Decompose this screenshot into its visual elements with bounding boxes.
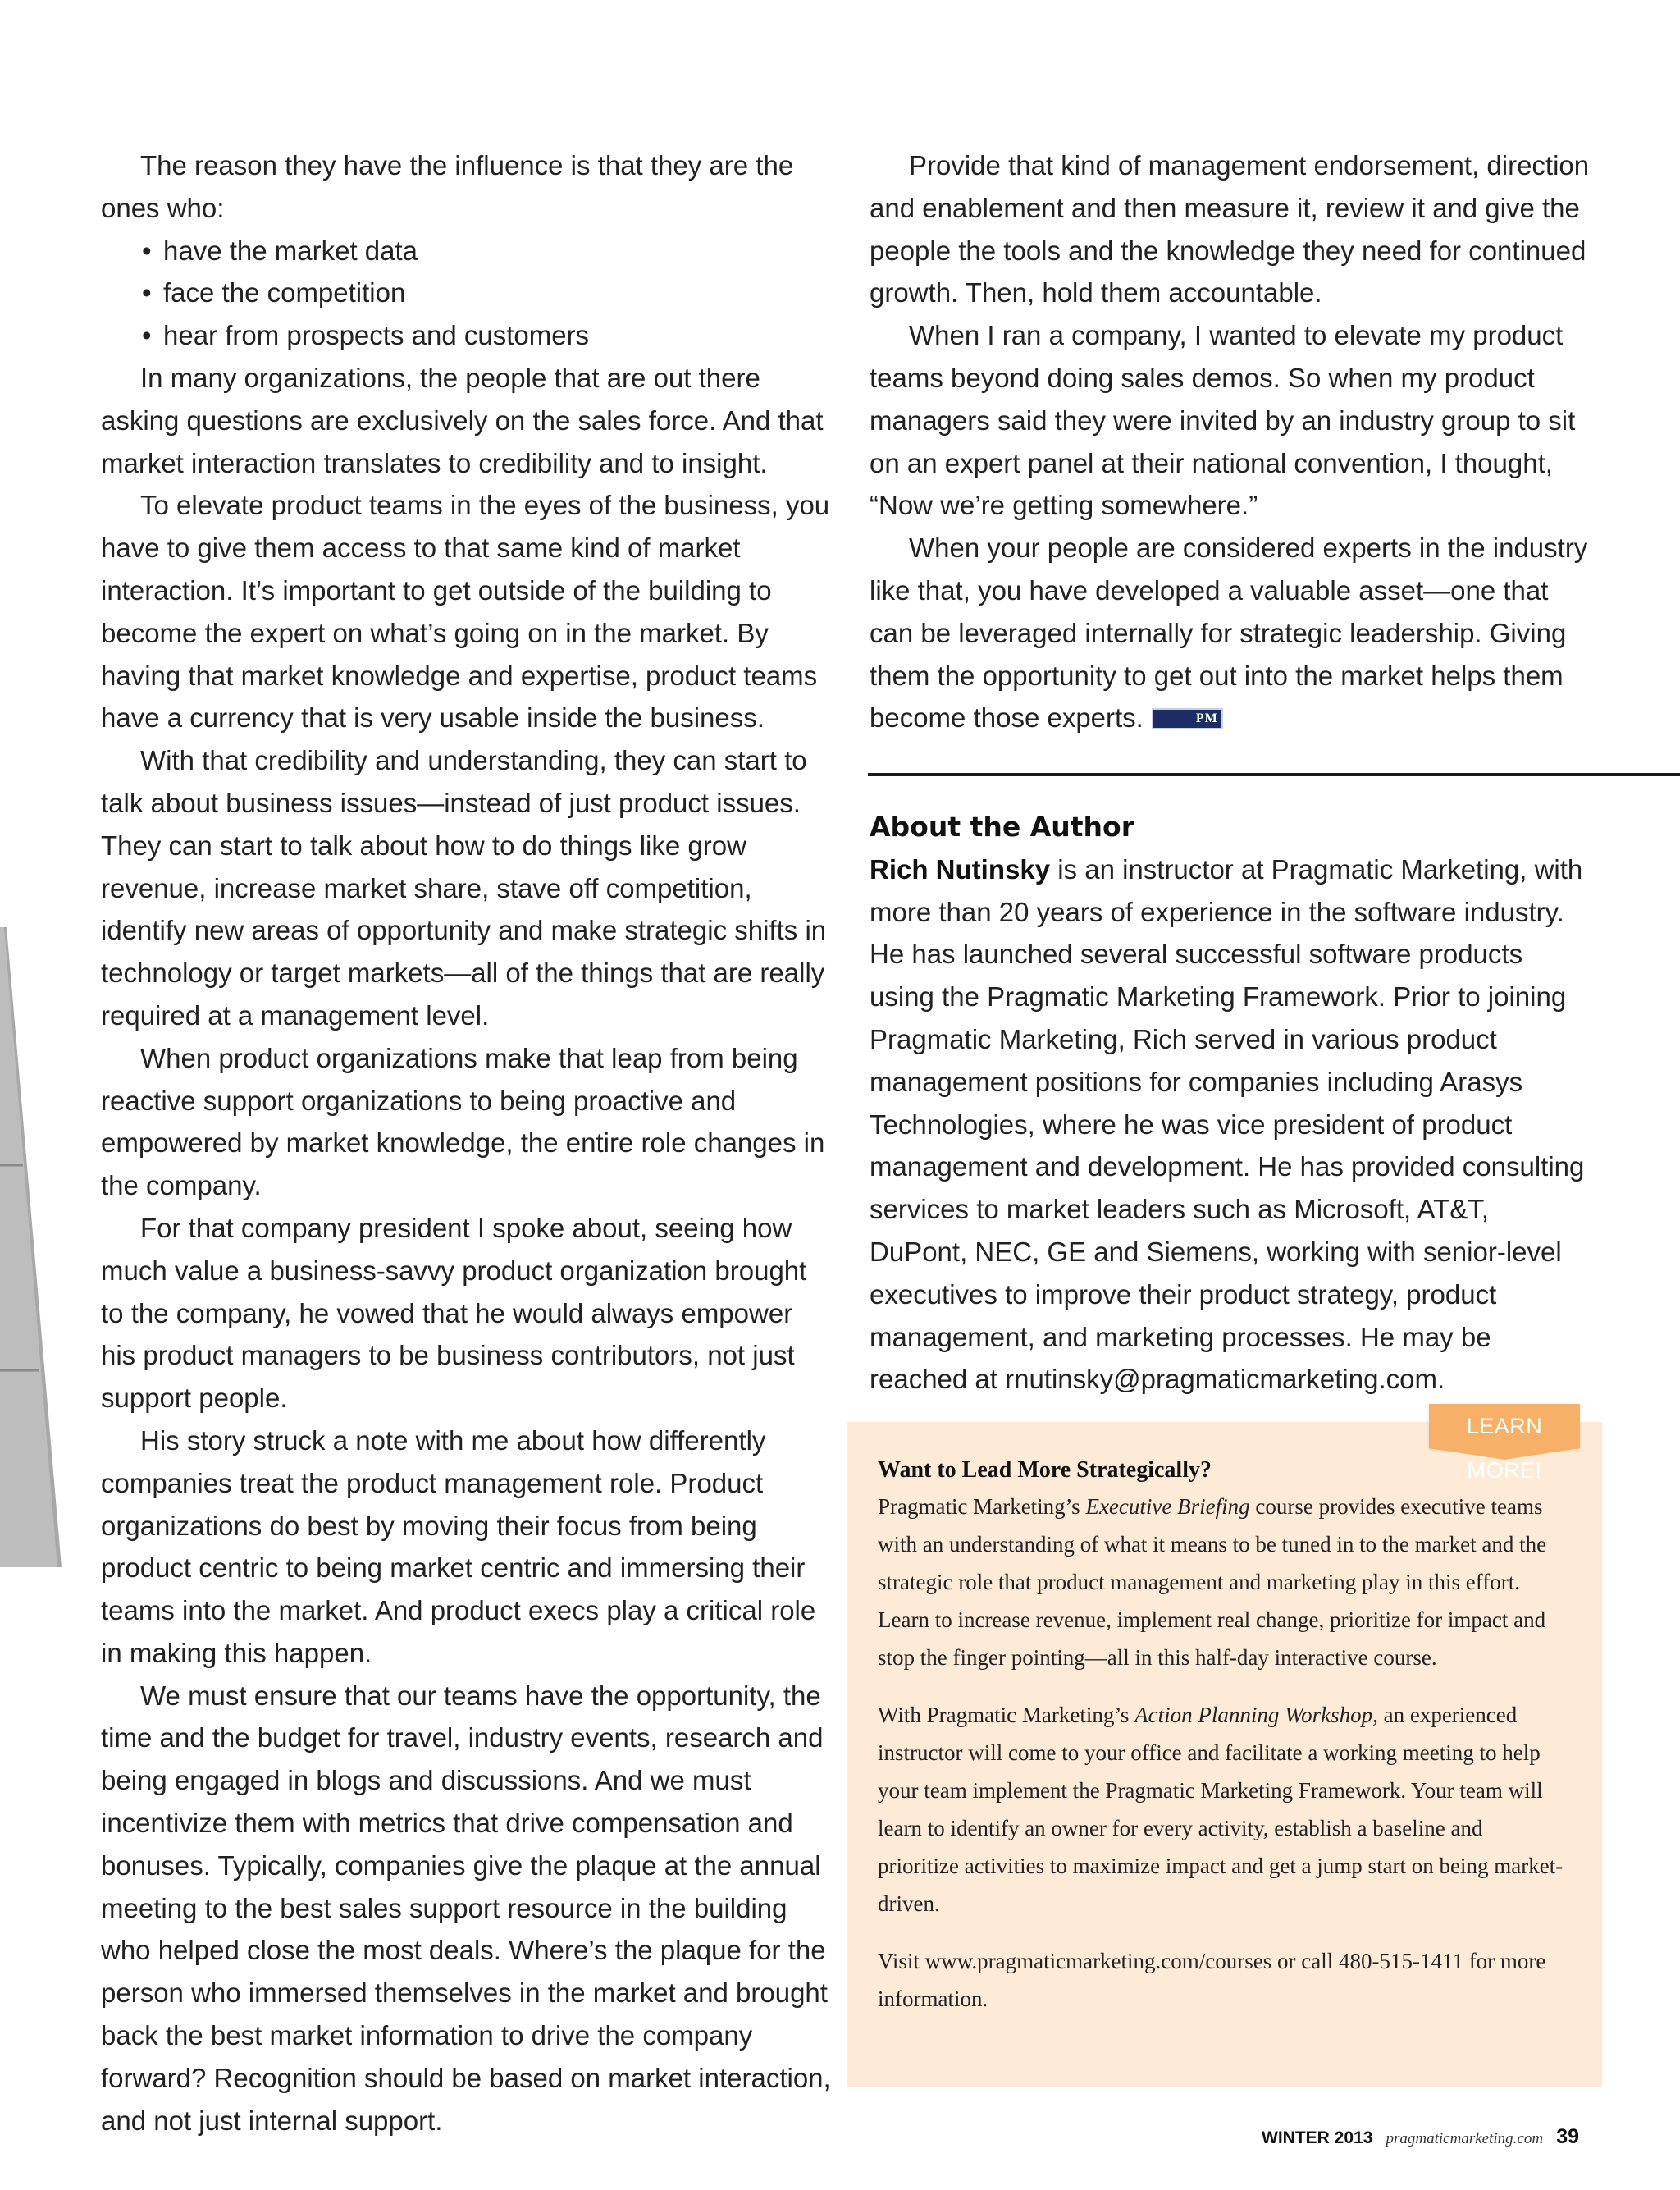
article-right-column [870, 144, 1591, 739]
course-title: Action Planning Workshop [1134, 1703, 1373, 1727]
paragraph: To elevate product teams in the eyes of the business, you have to give them access to that same kind of market interaction. It’s important to get outside of the building to become the expert on what’s going on in the market. By having that market knowledge and expertise, product teams have a currency that is very usable inside the business. [101, 490, 830, 734]
author-name: Rich Nutinsky [870, 853, 1051, 885]
paragraph: When I ran a company, I wanted to elevate my product teams beyond doing sales demos. So when my product managers said they were invited by an industry group to sit on an expert panel at their national convention, I thought, “Now we’re getting somewhere.” [870, 320, 1576, 521]
issue-label: WINTER 2013 [1262, 2128, 1373, 2147]
promo-text: With Pragmatic Marketing’s [878, 1703, 1135, 1727]
paragraph: For that company president I spoke about, seeing how much value a business-savvy product organization brought to the company, he vowed that he would always empower his product managers to be business contributors, not just support people. [101, 1212, 807, 1414]
pyramid-graphic-edge [0, 927, 90, 1567]
learn-more-badge[interactable]: LEARN MORE! [1429, 1404, 1580, 1448]
author-heading: About the Author [870, 811, 1134, 843]
pm-end-mark-icon: PM [1152, 708, 1223, 729]
about-the-author [870, 806, 1591, 1401]
paragraph [870, 527, 1591, 739]
list-item: • have the market data [142, 230, 831, 272]
paragraph: With that credibility and understanding, they can start to talk about business issues—instead of just product issues. They can start to talk about how to do things like grow revenue, increase market share, stave off competition, identify new areas of opportunity and make strategic shifts in technology or target markets—all of the things that are really required at a management level. [101, 745, 827, 1031]
course-title: Executive Briefing [1085, 1494, 1250, 1519]
paragraph: His story struck a note with me about how differently companies treat the product management role. Product organizations do best by moving their focus from being product centric to being market centric and immersing their teams into the market. And product execs play a critical role in making this happen. [101, 1424, 816, 1668]
website: pragmaticmarketing.com [1386, 2130, 1544, 2147]
promo-contact: Visit www.pragmaticmarketing.com/courses or call 480-515-1411 for more information. [878, 1949, 1546, 2011]
section-divider [868, 773, 1680, 776]
promo-heading: Want to Lead More Strategically? [878, 1457, 1212, 1483]
promo-text: Pragmatic Marketing’s [878, 1494, 1086, 1519]
paragraph: When product organizations make that leap from being reactive support organizations to being proactive and empowered by market knowledge, the entire role changes in the company. [101, 1042, 825, 1201]
paragraph: We must ensure that our teams have the opportunity, the time and the budget for travel, industry events, research and being engaged in blogs and discussions. And we must incentivize them with metrics that drive compensation and bonuses. Typically, companies give the plaque at the annual meeting to the best sales support resource in the building who helped close the most deals. Where’s the plaque for the person who immersed themselves in the market and brought back the best market information to drive the company forward? Recognition should be based on market interaction, and not just internal support. [101, 1680, 831, 2136]
paragraph: Provide that kind of management endorsement, direction and enablement and then measure it, review it and give the people the tools and the knowledge they need for continued growth. Then, hold them accountable. [870, 150, 1590, 309]
promo-paragraph [878, 1488, 1567, 1676]
promo-text: , an experienced instructor will come to your office and facilitate a working meeting to help your team implement the Pragmatic Marketing Framework. Your team will learn to identify an owner for every activity, establish a baseline and prioritize activities to maximize impact and get a jump start on being market-driven. [878, 1703, 1564, 1916]
bullet-list [101, 230, 831, 357]
promo-text: course provides executive teams with an understanding of what it means to be tuned in to the market and the strategic role that product management and marketing play in this effort. Learn to increase revenue, implement real change, prioritize for impact and stop the finger pointing—all in this half-day interactive course. [878, 1494, 1547, 1670]
paragraph-text: When your people are considered experts in the industry like that, you have developed a valuable asset—one that can be leveraged internally for strategic leadership. Giving them the opportunity to get out into the market helps them become those experts. [870, 533, 1588, 734]
paragraph: In many organizations, the people that are out there asking questions are exclusively on the sales force. And that market interaction translates to credibility and to insight. [101, 362, 824, 478]
promo-box [847, 1422, 1602, 2087]
paragraph: The reason they have the influence is that they are the ones who: [101, 150, 794, 223]
page-footer [1262, 2125, 1579, 2149]
list-item: • hear from prospects and customers [142, 314, 831, 357]
promo-paragraph [878, 1696, 1567, 1923]
list-item: • face the competition [142, 272, 831, 314]
page-number: 39 [1556, 2125, 1579, 2148]
author-bio-text: is an instructor at Pragmatic Marketing, with more than 20 years of experience in the software industry. He has launched several successful software products using the Pragmatic Marketing Framework. Prior to joining Pragmatic Marketing, Rich served in various product management positions for companies including Arasys Technologies, where he was vice president of product management and development. He has provided consulting services to market leaders such as Microsoft, AT&T, DuPont, NEC, GE and Siemens, working with senior-level executives to improve their product strategy, product management, and marketing processes. He may be reached at rnutinsky@pragmaticmarketing.com. [870, 853, 1585, 1395]
author-bio [870, 848, 1591, 1401]
article-left-column [101, 144, 831, 2142]
